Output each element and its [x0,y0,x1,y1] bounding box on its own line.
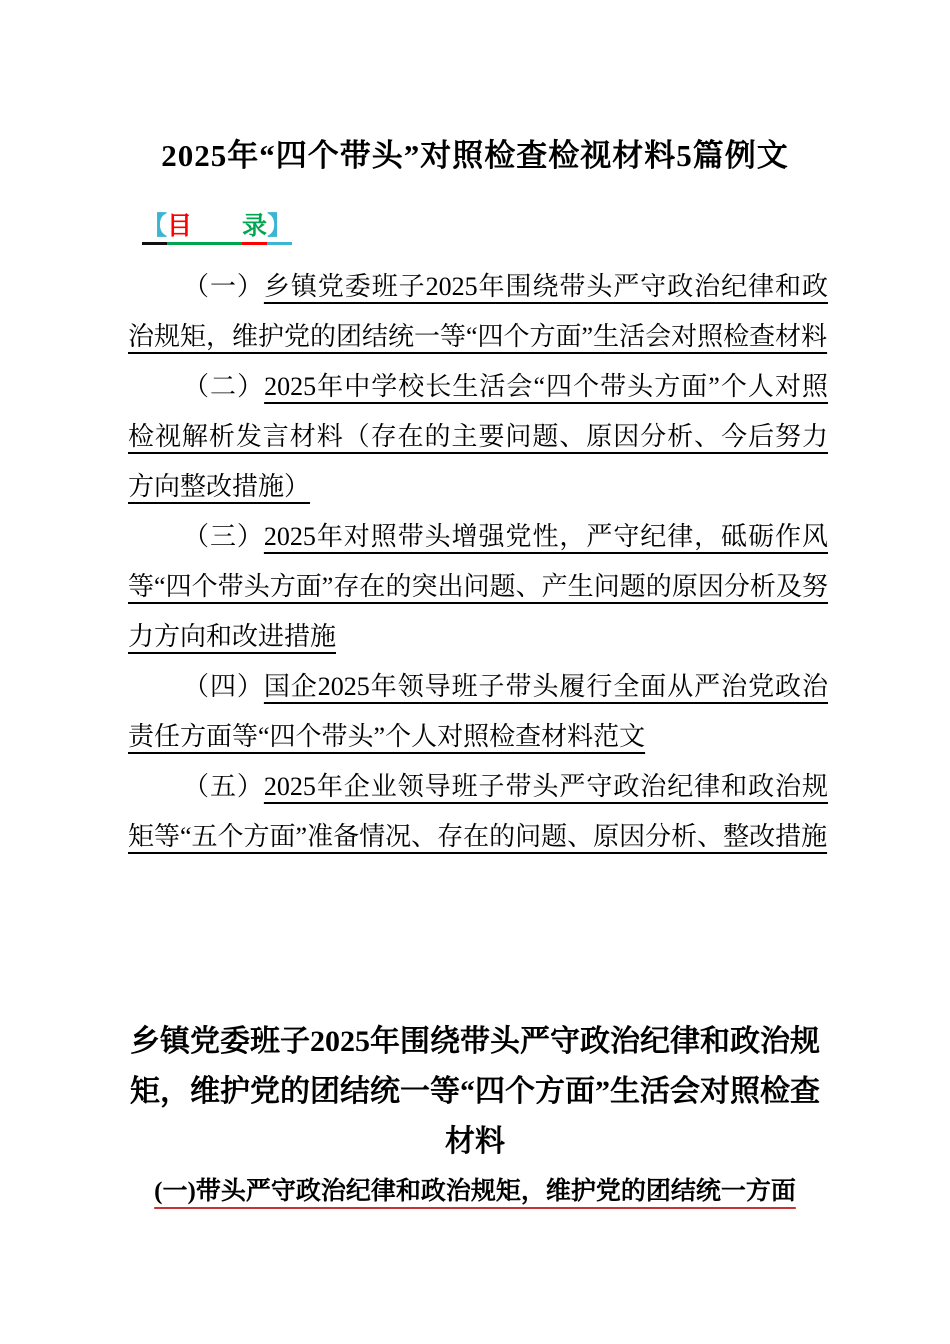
toc-item-4-number: （四） [183,672,264,701]
section-subheading [0,1170,950,1214]
toc-label [142,206,292,242]
toc-label-spacer [192,213,242,245]
toc-item-2 [128,362,828,512]
section-heading: 乡镇党委班子2025年围绕带头严守政治纪律和政治规矩，维护党的团结统一等“四个方面”生活会对照检查材料 [130,1025,820,1158]
toc-label-close-bracket: 】 [267,213,292,245]
toc-item-1-link[interactable]: 乡镇党委班子2025年围绕带头严守政治纪律和政治规矩，维护党的团结统一等“四个方面”生活会对照检查材料 [128,272,828,351]
toc-item-1 [128,262,828,362]
section-subheading-text: (一)带头严守政治纪律和政治规矩，维护党的团结统一方面 [154,1178,796,1205]
toc-item-4 [128,662,828,762]
toc-item-5-link[interactable]: 2025年企业领导班子带头严守政治纪律和政治规矩等“五个方面”准备情况、存在的问题、原因分析、整改措施 [128,772,828,851]
toc-label-lu-char: 录 [242,213,267,245]
toc-item-4-link[interactable]: 国企2025年领导班子带头履行全面从严治党政治责任方面等“四个带头”个人对照检查材料范文 [128,672,828,751]
toc-item-3-number: （三） [183,522,264,551]
toc-item-2-link[interactable]: 2025年中学校长生活会“四个带头方面”个人对照检视解析发言材料（存在的主要问题、原因分析、今后努力方向整改措施） [128,372,828,501]
toc-label-open-bracket: 【 [142,213,167,245]
toc-item-5-number: （五） [183,772,264,801]
toc-list [128,262,828,862]
toc-item-3 [128,512,828,662]
toc-label-mu-char: 目 [167,213,192,245]
toc-item-2-number: （二） [183,372,265,401]
toc-item-3-link[interactable]: 2025年对照带头增强党性，严守纪律，砥砺作风等“四个带头方面”存在的突出问题、产生问题的原因分析及努力方向和改进措施 [128,522,828,651]
toc-item-1-number: （一） [183,272,264,301]
document-title: 2025年“四个带头”对照检查检视材料5篇例文 [161,138,789,173]
toc-item-5 [128,762,828,862]
